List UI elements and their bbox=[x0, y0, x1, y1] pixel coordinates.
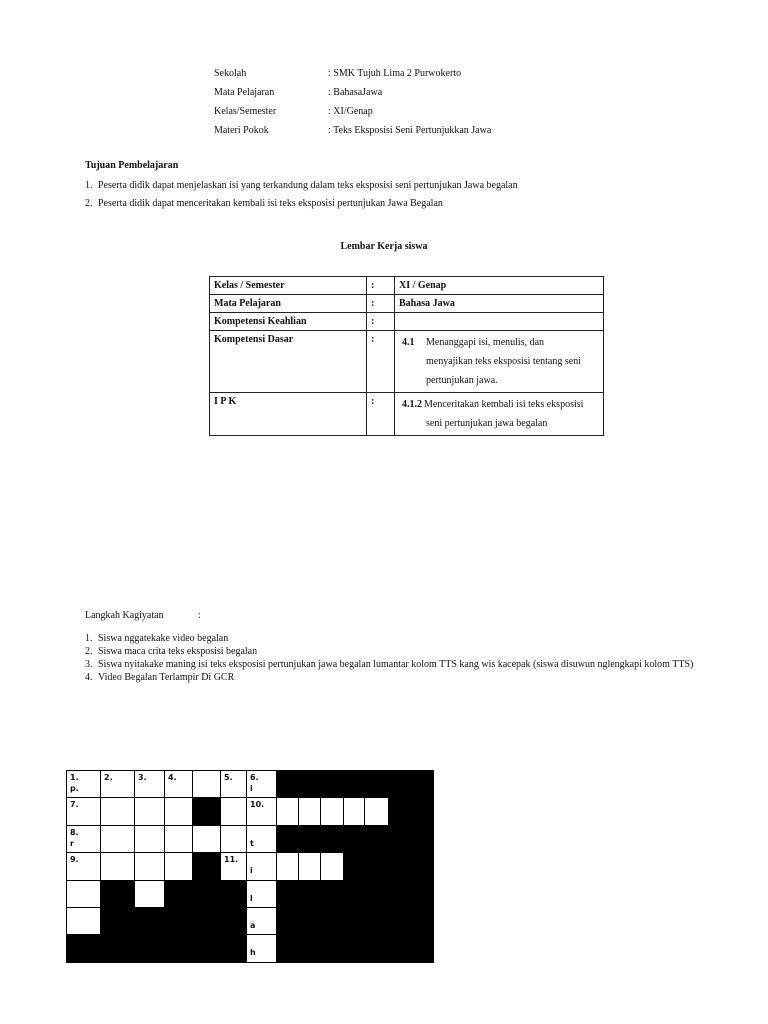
list-item bbox=[85, 198, 518, 216]
row-label: Kelas / Semester bbox=[210, 277, 367, 295]
header-value: : BahasaJawa bbox=[328, 87, 383, 98]
crossword-cell[interactable]: t bbox=[246, 825, 277, 853]
crossword-cell[interactable] bbox=[134, 825, 165, 853]
crossword-cell[interactable] bbox=[100, 825, 135, 853]
list-text: Siswa nyitakake maning isi teks eksposisi pertunjukan jawa begalan lumantar kolom TTS kang wis kacepak (siswa disuwun nglengkapi kolom TTS) bbox=[98, 659, 694, 670]
crossword-cell[interactable] bbox=[298, 852, 321, 881]
crossword-cell[interactable] bbox=[164, 797, 193, 826]
list-number: 1. bbox=[85, 180, 93, 191]
row-value: Bahasa Jawa bbox=[395, 295, 604, 313]
header-value: : Teks Eksposisi Seni Pertunjukkan Jawa bbox=[328, 125, 492, 136]
crossword-cell[interactable] bbox=[276, 852, 299, 881]
document-header bbox=[214, 67, 491, 143]
list-item bbox=[85, 658, 705, 671]
crossword-cell[interactable]: i bbox=[246, 852, 277, 881]
crossword-cell[interactable] bbox=[276, 797, 299, 826]
table-row bbox=[210, 313, 604, 331]
list-number: 3. bbox=[85, 659, 93, 670]
crossword-cell[interactable]: 11. bbox=[220, 852, 247, 881]
steps-list bbox=[85, 632, 705, 684]
crossword-cell[interactable]: 2. bbox=[100, 770, 135, 798]
crossword-cell[interactable] bbox=[134, 797, 165, 826]
crossword-cell[interactable] bbox=[100, 852, 135, 881]
row-label: Mata Pelajaran bbox=[210, 295, 367, 313]
table-row bbox=[210, 295, 604, 313]
table-row bbox=[210, 277, 604, 295]
kd-text: Menanggapi isi, menulis, dan bbox=[426, 337, 545, 348]
row-value: XI / Genap bbox=[395, 277, 604, 295]
header-label: Sekolah bbox=[214, 68, 247, 79]
row-colon: : bbox=[367, 331, 395, 393]
crossword-cell[interactable] bbox=[192, 770, 221, 798]
crossword-cell[interactable]: 8. r bbox=[66, 825, 101, 853]
crossword-cell[interactable]: 3. bbox=[134, 770, 165, 798]
table-row bbox=[210, 393, 604, 436]
crossword-cell[interactable]: 10. bbox=[246, 797, 277, 826]
crossword-cell[interactable]: 7. bbox=[66, 797, 101, 826]
list-item bbox=[85, 180, 518, 198]
list-item bbox=[85, 645, 705, 658]
crossword-cell[interactable]: 1. p. bbox=[66, 770, 101, 798]
ipk-line: seni pertunjukan jawa begalan bbox=[426, 418, 548, 429]
row-colon: : bbox=[367, 393, 395, 436]
header-value: : SMK Tujuh Lima 2 Purwokerto bbox=[328, 68, 462, 79]
crossword-cell[interactable] bbox=[220, 825, 247, 853]
crossword-cell[interactable] bbox=[364, 797, 389, 826]
header-label: Kelas/Semester bbox=[214, 106, 277, 117]
crossword-cell[interactable]: 5. bbox=[220, 770, 247, 798]
ipk-cell bbox=[395, 393, 604, 436]
list-text: Video Begalan Terlampir Di GCR bbox=[98, 672, 235, 683]
table-row bbox=[210, 331, 604, 393]
list-number: 1. bbox=[85, 633, 93, 644]
ipk-number: 4.1.2 bbox=[402, 399, 422, 410]
header-label: Mata Pelajaran bbox=[214, 87, 275, 98]
list-text: Peserta didik dapat menceritakan kembali isi teks eksposisi pertunjukan Jawa Begalan bbox=[98, 198, 443, 209]
header-value: : XI/Genap bbox=[328, 106, 373, 117]
kd-line: menyajikan teks eksposisi tentang seni bbox=[426, 356, 581, 367]
row-label: I P K bbox=[210, 393, 367, 436]
list-number: 2. bbox=[85, 198, 93, 209]
crossword-cell[interactable]: h bbox=[246, 934, 277, 963]
ipk-line bbox=[399, 395, 599, 414]
list-number: 4. bbox=[85, 672, 93, 683]
list-text: Peserta didik dapat menjelaskan isi yang terkandung dalam teks eksposisi seni pertunjukan Jawa begalan bbox=[98, 180, 518, 191]
list-number: 2. bbox=[85, 646, 93, 657]
crossword-cell[interactable] bbox=[192, 825, 221, 853]
crossword-cell[interactable]: l bbox=[246, 880, 277, 908]
crossword-cell[interactable] bbox=[134, 852, 165, 881]
list-text: Siswa nggatekake video begalan bbox=[98, 633, 229, 644]
crossword-cell[interactable] bbox=[343, 797, 365, 826]
crossword-grid bbox=[66, 770, 434, 963]
crossword-cell[interactable] bbox=[220, 797, 247, 826]
worksheet-title: Lembar Kerja siswa bbox=[340, 241, 428, 252]
header-row-subject bbox=[214, 86, 491, 105]
crossword-cell[interactable]: 6. i bbox=[246, 770, 277, 798]
steps-colon: : bbox=[198, 610, 201, 621]
row-value bbox=[395, 313, 604, 331]
kd-line: pertunjukan jawa. bbox=[426, 375, 498, 386]
header-row-topic bbox=[214, 124, 491, 143]
header-row-class bbox=[214, 105, 491, 124]
list-item bbox=[85, 632, 705, 645]
row-colon: : bbox=[367, 277, 395, 295]
crossword-cell[interactable] bbox=[100, 797, 135, 826]
worksheet-table bbox=[209, 276, 604, 436]
kd-cell bbox=[395, 331, 604, 393]
objectives-list bbox=[85, 180, 518, 216]
crossword-cell[interactable] bbox=[164, 825, 193, 853]
crossword-cell[interactable] bbox=[134, 880, 165, 908]
header-row-school bbox=[214, 67, 491, 86]
kd-number: 4.1 bbox=[402, 337, 415, 348]
crossword-cell[interactable]: 9. bbox=[66, 852, 101, 881]
row-colon: : bbox=[367, 295, 395, 313]
crossword-cell[interactable]: 4. bbox=[164, 770, 193, 798]
crossword-cell[interactable] bbox=[66, 880, 101, 908]
crossword-cell[interactable] bbox=[320, 797, 344, 826]
objectives-title: Tujuan Pembelajaran bbox=[85, 160, 179, 171]
kd-line bbox=[399, 333, 599, 352]
crossword-cell[interactable] bbox=[164, 852, 193, 881]
header-label: Materi Pokok bbox=[214, 125, 269, 136]
ipk-text: Menceritakan kembali isi teks eksposisi bbox=[424, 399, 584, 410]
crossword-cell[interactable]: a bbox=[246, 907, 277, 935]
list-item bbox=[85, 671, 705, 684]
row-label: Kompetensi Dasar bbox=[210, 331, 367, 393]
row-label: Kompetensi Keahlian bbox=[210, 313, 367, 331]
crossword-cell[interactable] bbox=[298, 797, 321, 826]
row-colon: : bbox=[367, 313, 395, 331]
crossword-cell[interactable] bbox=[66, 907, 101, 935]
crossword-cell[interactable] bbox=[320, 852, 344, 881]
steps-title: Langkah Kagiyatan bbox=[85, 610, 164, 621]
list-text: Siswa maca crita teks eksposisi begalan bbox=[98, 646, 258, 657]
